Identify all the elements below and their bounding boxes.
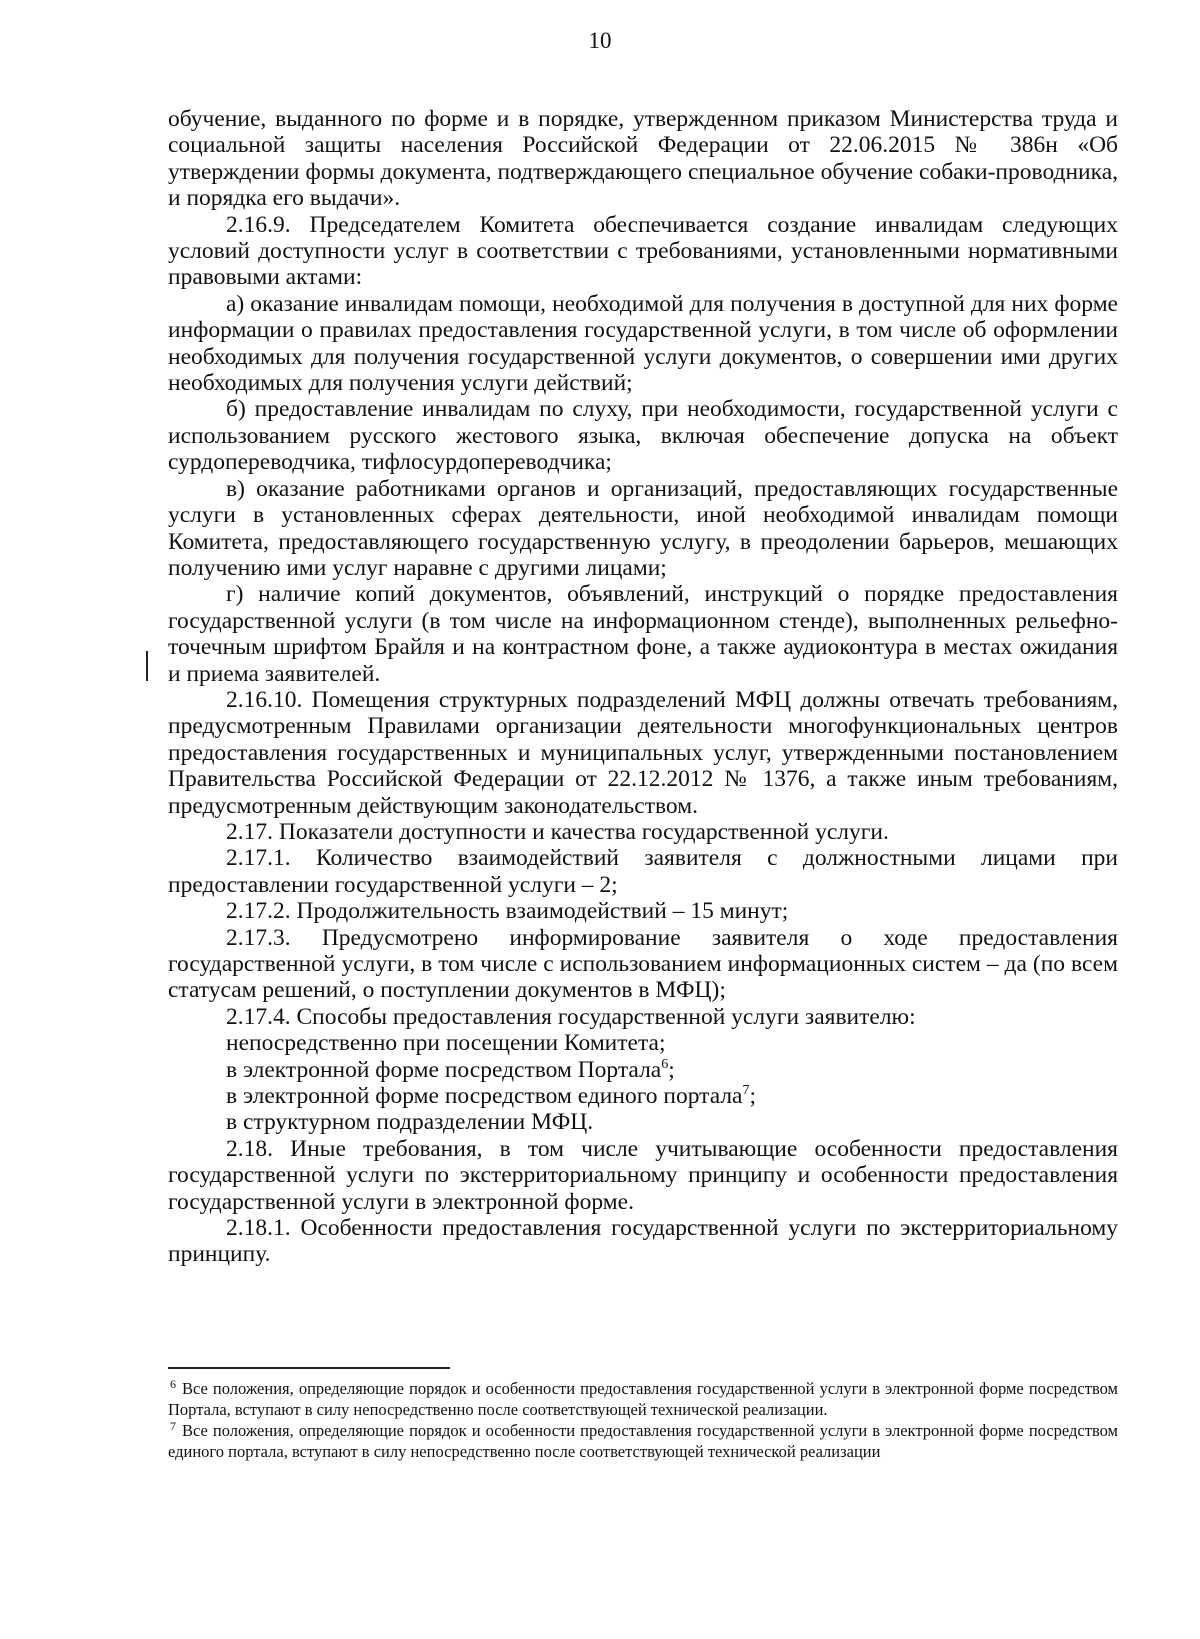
footnote-ref-7: 7 — [742, 1083, 750, 1099]
paragraph-item-a: а) оказание инвалидам помощи, необходимой для получения в доступной для них форме информации о правилах предоставления государственной услуги, в том числе об оформлении необходимых для получения государственной услуги документов, о совершении ими других необходимых для получения услуги действий; — [168, 290, 1118, 397]
paragraph-method-portal — [168, 1057, 1118, 1083]
paragraph-2-17-3: 2.17.3. Предусмотрено информирование заявителя о ходе предоставления государственной услуги, в том числе с использованием информационных систем – да (по всем статусам решений, о поступлении документов в МФЦ); — [168, 924, 1118, 1004]
paragraph-continuation: обучение, выданного по форме и в порядке, утвержденном приказом Министерства труда и социальной защиты населения Российской Федерации от 22.06.2015 № 386н «Об утверждении формы документа, подтверждающего специальное обучение собаки-проводника, и порядка его выдачи». — [168, 106, 1118, 212]
paragraph-item-v: в) оказание работниками органов и организаций, предоставляющих государственные услуги в установленных сферах деятельности, иной необходимой инвалидам помощи Комитета, предоставляющего государственную услугу, в преодолении барьеров, мешающих получению ими услуг наравне с другими лицами; — [168, 475, 1118, 581]
footnote-text-6: Все положения, определяющие порядок и особенности предоставления государственной услуги в электронной форме посредством Портала, вступают в силу непосредственно после соответствующей технической реализации. — [168, 1379, 1118, 1419]
footnote-separator — [168, 1367, 450, 1369]
page-number: 10 — [588, 28, 612, 53]
paragraph-method-portal-tail: ; — [668, 1056, 675, 1083]
footnote-ref-6: 6 — [661, 1056, 669, 1072]
paragraph-2-17-2: 2.17.2. Продолжительность взаимодействий – 15 минут; — [226, 898, 789, 925]
footnotes — [168, 1378, 1118, 1462]
paragraph-2-17-1: 2.17.1. Количество взаимодействий заявителя с должностными лицами при предоставлении государственной услуги – 2; — [168, 845, 1118, 898]
margin-change-bar — [146, 651, 148, 681]
footnote-7 — [168, 1420, 1118, 1462]
paragraph-2-16-10: 2.16.10. Помещения структурных подразделений МФЦ должны отвечать требованиям, предусмотренным Правилами организации деятельности многофункциональных центров предоставления государственных и муниципальных услуг, утвержденными постановлением Правительства Российской Федерации от 22.12.2012 № 1376, а также иным требованиям, предусмотренным действующим законодательством. — [168, 686, 1118, 819]
paragraph-item-g: г) наличие копий документов, объявлений, инструкций о порядке предоставления государственной услуги (в том числе на информационном стенде), выполненных рельефно-точечным шрифтом Брайля и на контрастном фоне, а также аудиоконтура в местах ожидания и приема заявителей. — [168, 581, 1118, 687]
paragraph-method-unified-portal — [168, 1083, 1118, 1109]
body-text — [168, 106, 1118, 1268]
paragraph-method-unified-portal-tail: ; — [749, 1083, 757, 1110]
paragraph-2-17-4: 2.17.4. Способы предоставления государственной услуги заявителю: — [226, 1003, 916, 1030]
footnote-mark-6: 6 — [170, 1376, 176, 1391]
paragraph-item-b: б) предоставление инвалидам по слуху, при необходимости, государственной услуги с использованием русского жестового языка, включая обеспечение допуска на объект сурдопереводчика, тифлосурдопереводчика; — [168, 396, 1118, 476]
paragraph-2-16-9: 2.16.9. Председателем Комитета обеспечивается создание инвалидам следующих условий доступности услуг в соответствии с требованиями, установленными нормативными правовыми актами: — [168, 211, 1118, 291]
paragraph-2-18-1: 2.18.1. Особенности предоставления государственной услуги по экстерриториальному принципу. — [168, 1215, 1118, 1268]
paragraph-2-17: 2.17. Показатели доступности и качества государственной услуги. — [226, 818, 889, 845]
paragraph-method-unified-portal-text: в электронной форме посредством единого портала — [226, 1083, 743, 1110]
footnote-mark-7: 7 — [170, 1418, 176, 1433]
paragraph-2-18: 2.18. Иные требования, в том числе учитывающие особенности предоставления государственной услуги по экстерриториальному принципу и особенности предоставления государственной услуги в электронной форме. — [168, 1135, 1118, 1215]
footnote-6 — [168, 1378, 1118, 1420]
paragraph-method-in-person: непосредственно при посещении Комитета; — [226, 1030, 666, 1057]
paragraph-method-mfc: в структурном подразделении МФЦ. — [226, 1109, 594, 1136]
footnote-text-7: Все положения, определяющие порядок и особенности предоставления государственной услуги в электронной форме посредством единого портала, вступают в силу непосредственно после соответствующей технической реализации — [168, 1421, 1118, 1461]
paragraph-method-portal-text: в электронной форме посредством Портала — [226, 1056, 662, 1083]
